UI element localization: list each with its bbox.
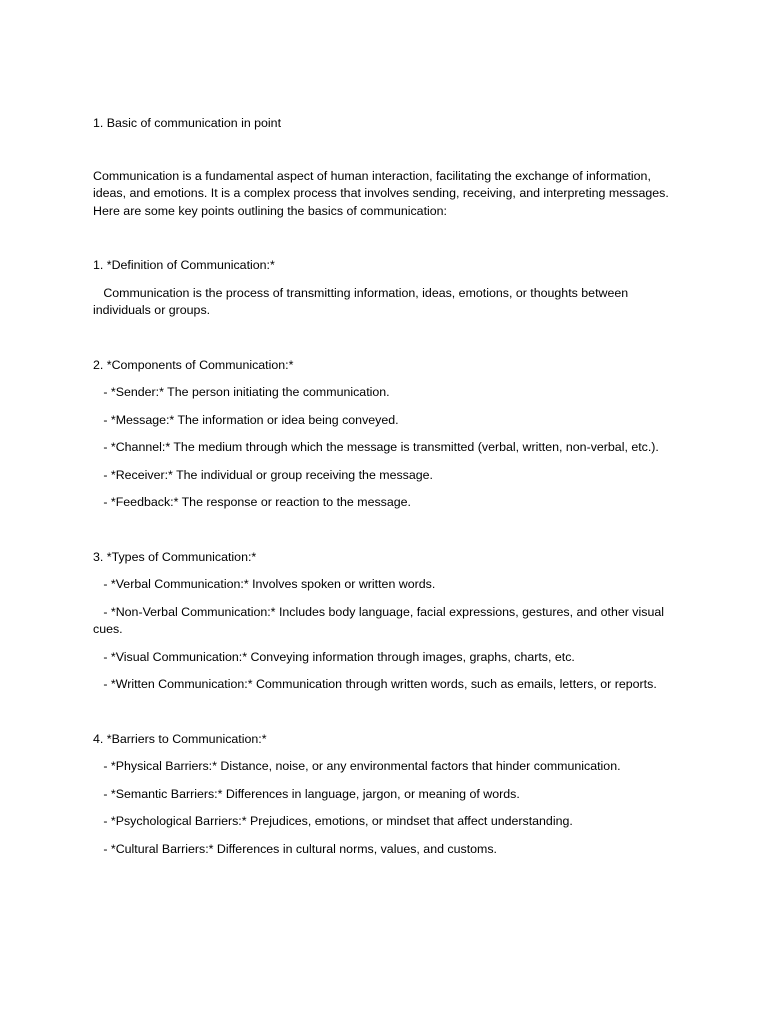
list-item: - *Non-Verbal Communication:* Includes body language, facial expressions, gestures, and other visual cues. (93, 604, 664, 636)
list-item: - *Verbal Communication:* Involves spoken or written words. (93, 577, 436, 591)
list-item: - *Sender:* The person initiating the communication. (93, 385, 390, 399)
list-item: - *Message:* The information or idea being conveyed. (93, 412, 399, 427)
section-definition (93, 257, 671, 320)
list-item: - *Written Communication:* Communication through written words, such as emails, letters, or reports. (93, 677, 657, 691)
intro-paragraph: Communication is a fundamental aspect of human interaction, facilitating the exchange of information, ideas, and emotions. It is a complex process that involves sending, receiving, and interpreting messages. Here are some key points outlining the basics of communication: (93, 168, 669, 218)
list-item: - *Channel:* The medium through which the message is transmitted (verbal, written, non-verbal, etc.). (93, 440, 659, 454)
section-heading: 2. *Components of Communication:* (93, 357, 294, 372)
section-paragraph: Communication is the process of transmitting information, ideas, emotions, or thoughts between individuals or groups. (93, 285, 629, 317)
list-item: - *Visual Communication:* Conveying information through images, graphs, charts, etc. (93, 649, 575, 664)
section-heading: 1. *Definition of Communication:* (93, 258, 275, 272)
list-item: - *Cultural Barriers:* Differences in cultural norms, values, and customs. (93, 841, 497, 856)
list-item: - *Physical Barriers:* Distance, noise, or any environmental factors that hinder communication. (93, 759, 621, 773)
list-item: - *Psychological Barriers:* Prejudices, emotions, or mindset that affect understanding. (93, 814, 573, 828)
list-item: - *Feedback:* The response or reaction to the message. (93, 495, 411, 509)
document-title: 1. Basic of communication in point (93, 116, 282, 130)
list-item: - *Semantic Barriers:* Differences in language, jargon, or meaning of words. (93, 786, 520, 801)
section-barriers (93, 731, 671, 859)
section-heading: 3. *Types of Communication:* (93, 549, 257, 564)
document-body (93, 115, 671, 895)
section-heading: 4. *Barriers to Communication:* (93, 731, 267, 746)
section-types (93, 549, 671, 694)
section-components (93, 357, 671, 512)
list-item: - *Receiver:* The individual or group receiving the message. (93, 467, 433, 482)
